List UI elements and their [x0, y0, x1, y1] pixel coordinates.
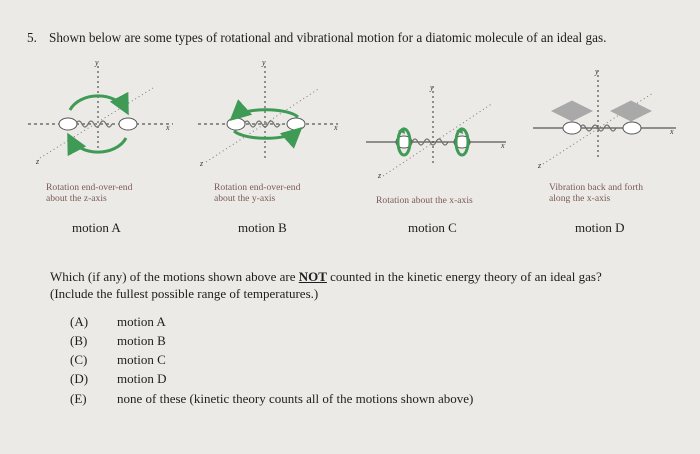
x-axis-label: x — [334, 123, 338, 132]
atom-right — [623, 122, 641, 134]
x-axis-label: x — [166, 123, 170, 132]
question-text: Shown below are some types of rotational and vibrational motion for a diatomic molecule of an ideal gas. — [49, 30, 607, 45]
atom-right — [287, 118, 305, 130]
diagram-a — [28, 58, 173, 166]
prompt-line-2: (Include the fullest possible range of temperatures.) — [50, 286, 319, 301]
y-axis-label: y — [595, 67, 599, 76]
bond-spring — [244, 121, 280, 127]
rotation-arrow-icon — [234, 110, 298, 117]
question-number: 5. — [27, 30, 37, 45]
x-axis-label: x — [501, 141, 505, 150]
x-axis-label: x — [670, 127, 674, 136]
diagram-b — [198, 58, 338, 168]
bond-spring — [76, 121, 112, 127]
bond-spring — [412, 139, 448, 145]
motion-label-a: motion A — [72, 220, 121, 235]
motion-label-c: motion C — [408, 220, 457, 235]
rotation-arrow-icon — [234, 131, 298, 138]
diagram-d — [533, 67, 676, 170]
diagram-c — [366, 83, 506, 178]
caption-b: Rotation end-over-end about the y-axis — [214, 182, 301, 204]
atom-left — [227, 118, 245, 130]
atom-left — [59, 118, 77, 130]
caption-a: Rotation end-over-end about the z-axis — [46, 182, 133, 204]
z-axis-label: z — [378, 171, 382, 178]
z-axis-label: z — [200, 159, 204, 168]
y-axis-label: y — [430, 83, 434, 92]
caption-d: Vibration back and forth along the x-axis — [549, 182, 643, 204]
rotation-arrow-icon — [70, 138, 126, 152]
atom-right — [119, 118, 137, 130]
atom-left — [563, 122, 581, 134]
not-emphasis: NOT — [298, 269, 327, 284]
prompt — [50, 268, 680, 302]
molecule-diagrams — [28, 58, 678, 178]
z-axis-label: z — [36, 157, 40, 166]
caption-c: Rotation about the x-axis — [376, 195, 473, 206]
y-axis-label: y — [262, 58, 266, 67]
z-axis-label: z — [538, 161, 542, 170]
question-header — [27, 30, 606, 46]
prompt-line-1: Which (if any) of the motions shown above are NOT counted in the kinetic energy theory of an ideal gas? — [50, 269, 602, 284]
motion-label-b: motion B — [238, 220, 287, 235]
motion-label-d: motion D — [575, 220, 625, 235]
y-axis-label: y — [95, 58, 99, 67]
